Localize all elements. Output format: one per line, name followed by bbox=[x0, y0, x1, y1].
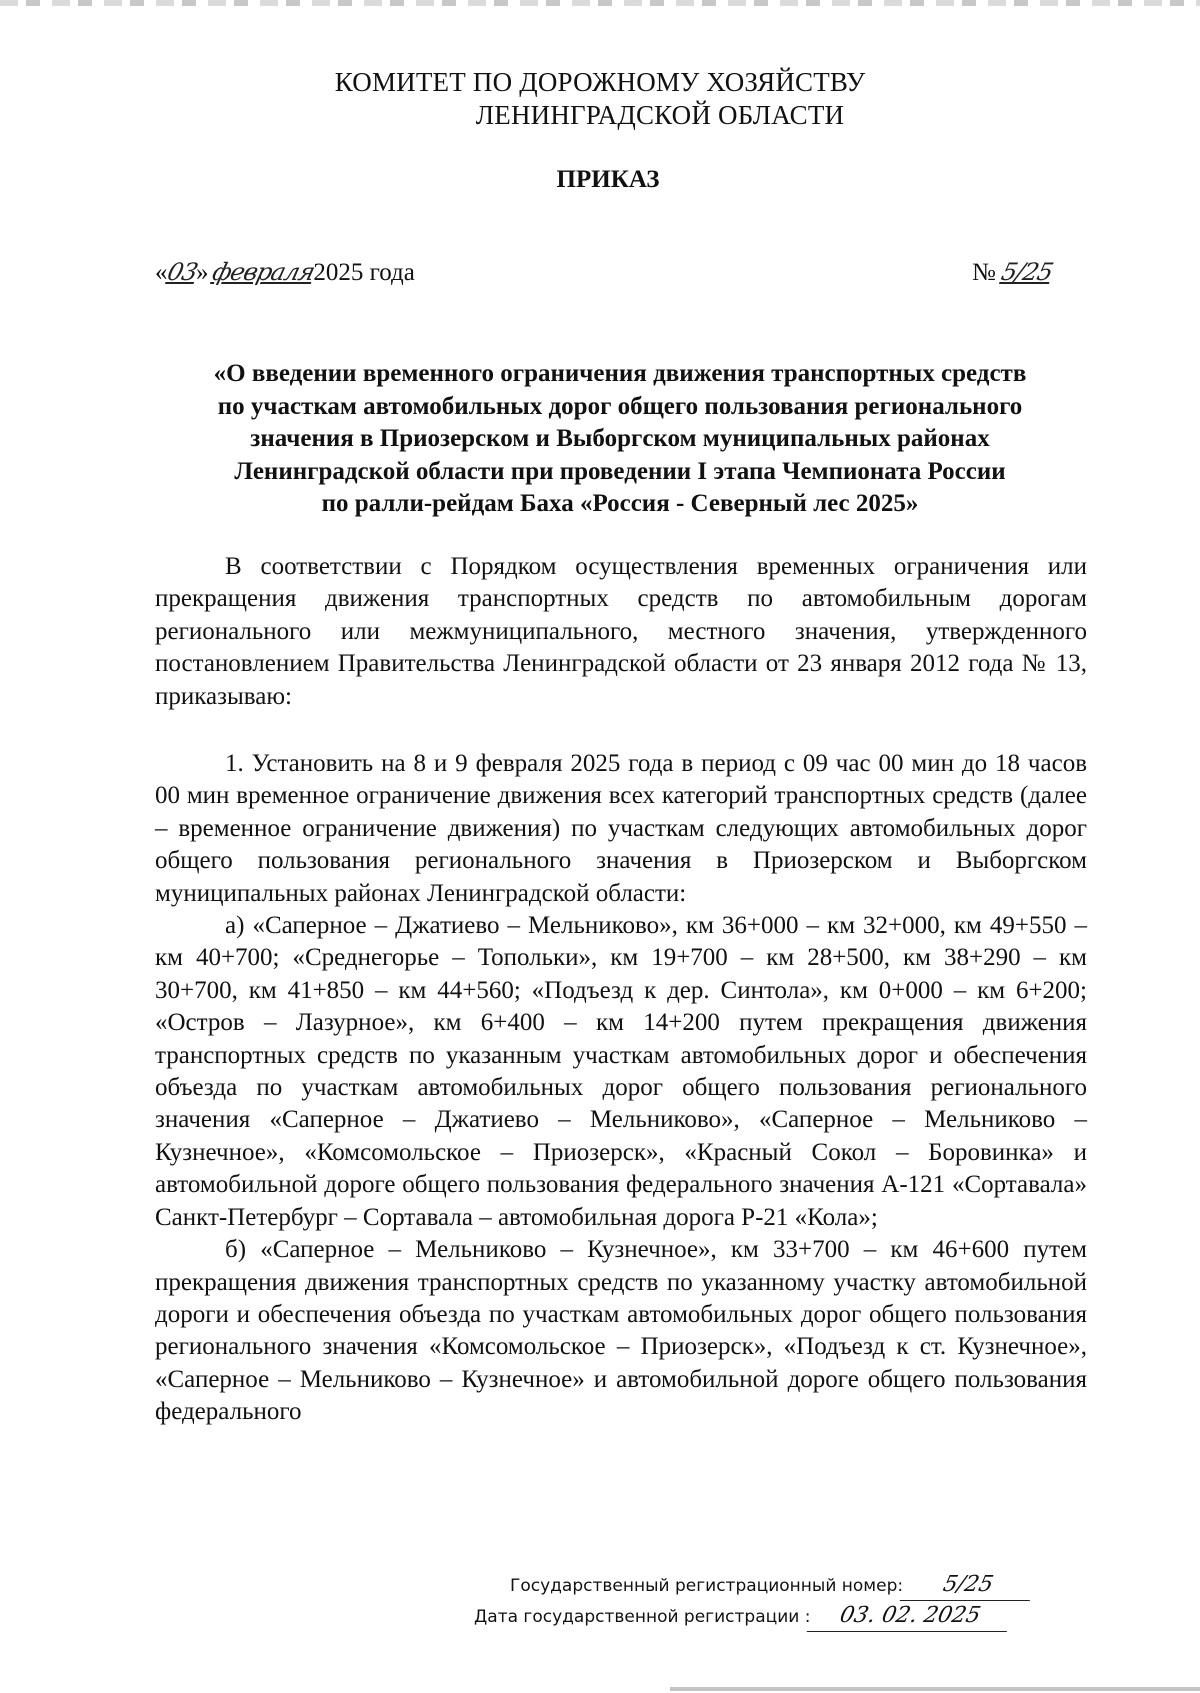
clause-1a: а) «Саперное – Джатиево – Мельниково», км 36+000 – км 32+000, км 49+550 – км 40+700; «Среднегорье – Топольки», км 19+700 – км 28+500, км 38+290 – км 30+700, км 41+850 – км 44+560; «Подъезд к дер. Синтола», км 0+000 – км 6+200; «Остров – Лазурное», км 6+400 – км 14+200 путем прекращения движения транспортных средств по указанным участкам автомобильных дорог и обеспечения объезда по участкам автомобильных дорог общего пользования регионального значения «Саперное – Джатиево – Мельниково», «Саперное – Мельниково – Кузнечное», «Комсомольское – Приозерск», «Красный Сокол – Боровинка» и автомобильной дороге общего пользования федерального значения А-121 «Сортавала» Санкт-Петербург – Сортавала – автомобильная дорога Р-21 «Кола»; bbox=[155, 912, 1087, 1231]
subject-line: по ралли-рейдам Баха «Россия - Северный лес 2025» bbox=[321, 490, 919, 517]
number-prefix: № bbox=[972, 259, 996, 286]
intro-paragraph: В соответствии с Порядком осуществления временных ограничения или прекращения движения транспортных средств по автомобильным дорогам регионального или межмуниципального, местного значения, утвержденного постановлением Правительства Ленинградской области от 23 января 2012 года № 13, приказываю: bbox=[155, 553, 1087, 710]
date-day-handwritten: 03 bbox=[164, 258, 200, 286]
reg-date-value: 03. 02. 2025 bbox=[807, 1601, 1014, 1632]
intro-paragraph-block bbox=[155, 551, 1087, 713]
subject-line: «О введении временного ограничения движения транспортных средств bbox=[213, 360, 1027, 387]
reg-number-label: Государственный регистрационный номер: bbox=[510, 1576, 904, 1596]
reg-date-label: Дата государственной регистрации : bbox=[474, 1607, 811, 1627]
document-header bbox=[0, 66, 1200, 132]
order-title: ПРИКАЗ bbox=[556, 166, 660, 193]
header-line-2: ЛЕНИНГРАДСКОЙ ОБЛАСТИ bbox=[475, 100, 845, 130]
header-line-1: КОМИТЕТ ПО ДОРОЖНОМУ ХОЗЯЙСТВУ bbox=[334, 67, 866, 97]
subject-line: Ленинградской области при проведении I этапа Чемпионата России bbox=[234, 457, 1006, 485]
clause-1: 1. Установить на 8 и 9 февраля 2025 года в период с 09 час 00 мин до 18 часов 00 мин временное ограничение движения всех категорий транспортных средств (далее – временное ограничение движения) по участкам следующих автомобильных дорог общего пользования регионального значения в Приозерском и Выборгском муниципальных районах Ленинградской области: bbox=[155, 750, 1087, 907]
date-close-quote: » bbox=[196, 259, 209, 286]
date-year: 2025 года bbox=[313, 259, 415, 286]
date-month-handwritten: февраля bbox=[209, 258, 317, 286]
main-clauses-block bbox=[155, 748, 1087, 1429]
subject-line: по участкам автомобильных дорог общего пользования регионального bbox=[217, 392, 1023, 420]
date-open-quote: « bbox=[155, 259, 168, 286]
scan-edge-bottom bbox=[670, 1687, 1200, 1691]
reg-date-row bbox=[474, 1601, 1033, 1632]
scan-edge-top bbox=[0, 0, 1200, 6]
registration-stamp bbox=[474, 1570, 1033, 1632]
clause-1b: б) «Саперное – Мельниково – Кузнечное», км 33+700 – км 46+600 путем прекращения движения транспортных средств по указанному участку автомобильной дороги и обеспечения объезда по участкам автомобильных дорог общего пользования регионального значения «Комсомольское – Приозерск», «Подъезд к ст. Кузнечное», «Саперное – Мельниково – Кузнечное» и автомобильной дороге общего пользования федерального bbox=[155, 1236, 1087, 1426]
reg-number-value: 5/25 bbox=[900, 1570, 1037, 1601]
number-value-handwritten: 5/25 bbox=[998, 258, 1056, 286]
reg-number-row bbox=[474, 1570, 1033, 1601]
order-subject bbox=[150, 358, 1090, 521]
subject-line: значения в Приозерском и Выборгском муниципальных районах bbox=[250, 425, 990, 452]
order-number bbox=[972, 258, 1056, 287]
order-date bbox=[155, 258, 415, 287]
